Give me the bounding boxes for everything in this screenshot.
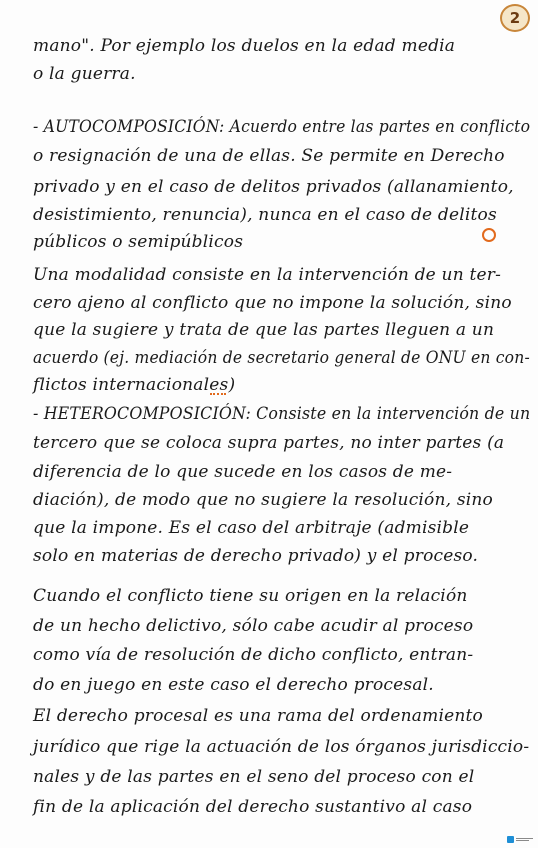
text-line-2: o la guerra.	[33, 64, 136, 84]
text-line-6: desistimiento, renuncia), nunca en el caso de delitos	[33, 205, 497, 225]
text-line-21: como vía de resolución de dicho conflicto, entran-	[33, 645, 474, 665]
text-line-24: jurídico que rige la actuación de los órganos jurisdiccio-	[33, 737, 530, 757]
text-line-15: diferencia de lo que sucede en los casos de me-	[33, 462, 453, 482]
text-line-20: de un hecho delictivo, sólo cabe acudir al proceso	[33, 616, 474, 636]
scanner-logo-icon	[507, 836, 514, 843]
text-line-22: do en juego en este caso el derecho procesal.	[33, 675, 434, 695]
scanner-wordmark	[516, 838, 533, 841]
text-line-13: - HETEROCOMPOSICIÓN: Consiste en la intervención de un	[33, 404, 531, 424]
text-line-17: que la impone. Es el caso del arbitraje (admisible	[33, 518, 470, 538]
text-line-16: diación), de modo que no sugiere la resolución, sino	[33, 490, 493, 510]
text-line-9: cero ajeno al conflicto que no impone la solución, sino	[33, 293, 512, 313]
text-line-3: - AUTOCOMPOSICIÓN: Acuerdo entre las partes en conflicto	[33, 117, 531, 137]
text-line-23: El derecho procesal es una rama del ordenamiento	[33, 706, 483, 726]
text-line-1: mano". Por ejemplo los duelos en la edad media	[33, 36, 456, 56]
text-line-19: Cuando el conflicto tiene su origen en la relación	[33, 586, 468, 606]
text-line-10: que la sugiere y trata de que las partes lleguen a un	[33, 320, 495, 340]
text-line-11: acuerdo (ej. mediación de secretario general de ONU en con-	[33, 348, 530, 368]
text-line-25: nales y de las partes en el seno del proceso con el	[33, 767, 475, 787]
text-line-5: privado y en el caso de delitos privados (allanamiento,	[33, 177, 514, 197]
text-line-14: tercero que se coloca supra partes, no inter partes (a	[33, 433, 505, 453]
orange-circle-mark	[482, 228, 496, 242]
text-line-18: solo en materias de derecho privado) y el proceso.	[33, 546, 479, 566]
text-line-7: públicos o semipúblicos	[33, 232, 244, 252]
text-line-8: Una modalidad consiste en la intervención de un ter-	[33, 265, 502, 285]
text-line-26: fin de la aplicación del derecho sustantivo al caso	[33, 797, 473, 817]
text-line-4: o resignación de una de ellas. Se permite en Derecho	[33, 146, 505, 166]
scanner-logo-stamp	[507, 833, 535, 845]
text-line-12: flictos internacionales)	[33, 375, 236, 395]
page-number-badge: 2	[500, 4, 530, 32]
